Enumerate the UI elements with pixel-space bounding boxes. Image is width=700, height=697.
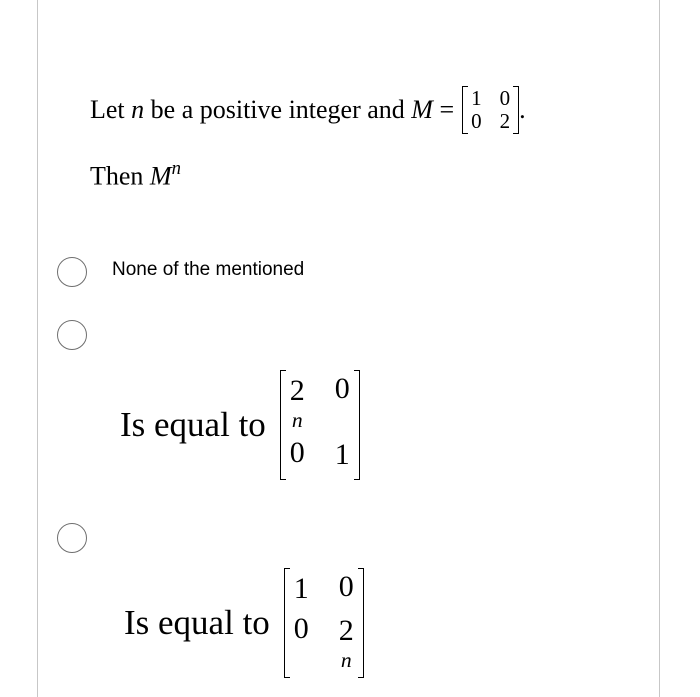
option-3-radio[interactable] [57,523,87,553]
period: . [519,95,526,124]
question-prefix: Let [90,95,125,124]
matrix-cell: 0 [334,372,350,405]
equals-sign: = [439,95,455,124]
option-2-text: Is equal to [120,404,266,444]
exponent [335,472,350,476]
question-text [90,86,526,134]
option-2-radio[interactable] [57,320,87,350]
option-3-matrix [284,568,364,678]
matrix-M-cell: 0 [471,109,482,133]
exponent-n: n [340,648,352,672]
variable-M: M [411,95,433,124]
exponent-n: n [291,408,303,432]
option-2-matrix [280,370,360,480]
then-label: Then [90,161,144,191]
matrix-cell: 1 [294,570,309,612]
matrix-cell: 0 [338,570,354,603]
matrix-cell: 0 [289,435,305,469]
question-mid: be a positive integer and [150,95,405,124]
exponent-n: n [171,158,181,179]
variable-n: n [131,95,145,124]
matrix-M-cell: 2 [499,109,511,133]
matrix-cell: 2 n [338,614,354,672]
matrix-cell: 2 n [289,374,305,432]
variable-M: M [149,161,172,191]
matrix-cell: 1 [335,436,350,478]
exponent [294,606,309,610]
matrix-M-cell: 0 [499,86,511,110]
matrix-cell: 0 [293,612,309,645]
bracket-right [354,370,360,480]
option-1-radio[interactable] [57,257,87,287]
matrix-M-cell: 1 [471,86,482,110]
option-2-label[interactable] [120,370,360,480]
bracket-right [358,568,364,678]
question-line-2 [90,158,181,191]
option-1-label[interactable]: None of the mentioned [112,259,305,280]
matrix-M [462,86,519,134]
option-3-label[interactable] [124,568,364,678]
option-3-text: Is equal to [124,602,270,642]
